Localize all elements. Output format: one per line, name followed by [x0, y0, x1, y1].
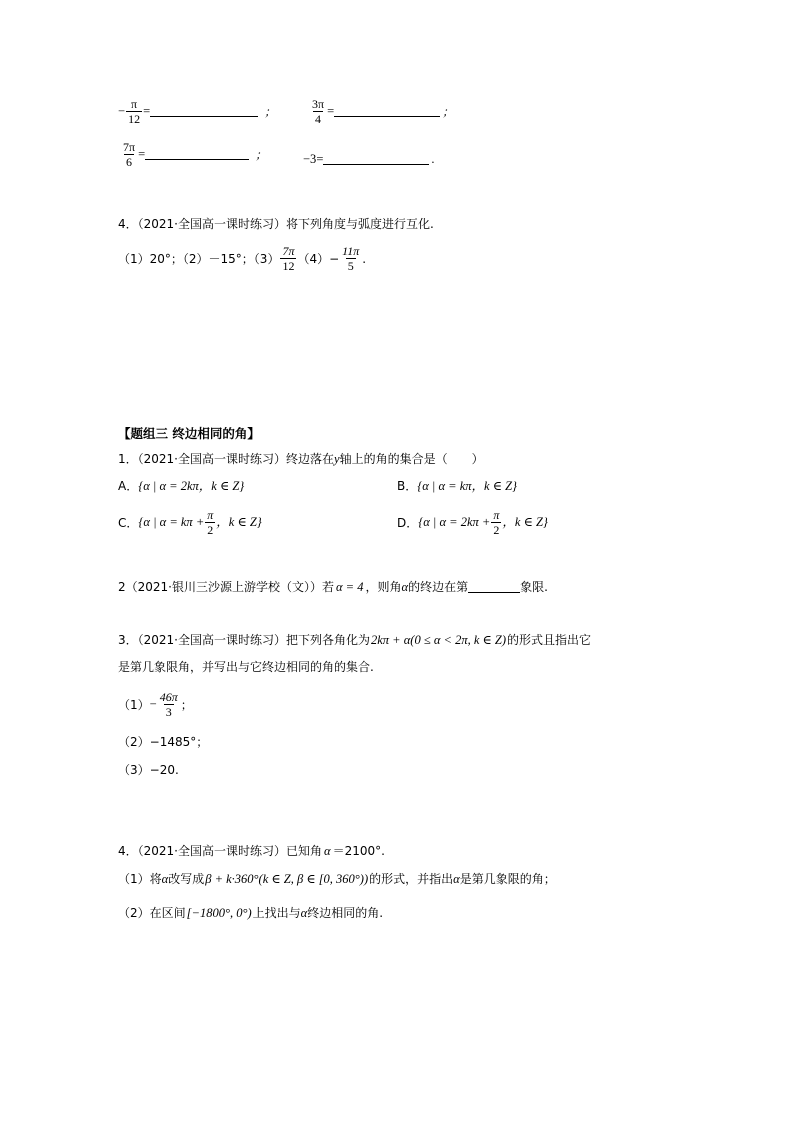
- part-1-d: 是第几象限的角；: [459, 872, 556, 887]
- group3-question-2: [118, 581, 548, 594]
- separator: .: [431, 152, 435, 166]
- option-d-pre: {α | α = 2kπ +: [418, 515, 491, 530]
- expression: −3: [303, 152, 317, 166]
- fraction: [121, 140, 137, 169]
- section-title: 【题组三 终边相同的角】: [118, 426, 260, 441]
- option-a-expression: {α | α = 2kπ，k ∈ Z}: [138, 479, 245, 493]
- answer-blank[interactable]: [334, 106, 440, 117]
- answer-blank[interactable]: [323, 154, 429, 165]
- stem-part-b: 的形式且指出它: [507, 633, 592, 648]
- var-y: y: [334, 452, 340, 466]
- stem-part-b: ＝2100°.: [332, 844, 385, 859]
- denominator: 5: [347, 259, 354, 273]
- group3-question-4-part-2: [118, 907, 383, 920]
- fraction-11pi-5: [340, 244, 361, 273]
- group3-question-1-stem: [118, 453, 484, 466]
- interval: [−1800°, 0°): [186, 906, 252, 920]
- option-c-post: ，k ∈ Z}: [216, 515, 262, 530]
- target-form: β + k·360°(k ∈ Z, β ∈ [0, 360°)): [205, 872, 369, 886]
- denominator: 12: [128, 112, 141, 126]
- denominator: 2: [207, 523, 214, 537]
- stem-part-a: 3．（2021·全国高一课时练习）把下列各角化为: [118, 633, 370, 648]
- stem-part-b: 轴上的角的集合是（ ）: [339, 452, 484, 466]
- option-d-post: ，k ∈ Z}: [502, 515, 548, 530]
- option-d[interactable]: [397, 508, 548, 537]
- fraction-46pi-3: [158, 690, 180, 719]
- answer-blank[interactable]: [150, 106, 258, 117]
- option-c[interactable]: [118, 508, 262, 537]
- denominator: 6: [126, 155, 133, 169]
- end: ；: [180, 697, 193, 712]
- denominator: 3: [165, 705, 172, 719]
- end-period: .: [362, 251, 367, 266]
- denominator: 2: [493, 523, 500, 537]
- numerator: π: [131, 97, 138, 111]
- option-a-label: A．: [118, 479, 139, 493]
- part-1-b: 改写成: [168, 872, 205, 887]
- equals-sign: =: [316, 152, 324, 166]
- part-1-a: （1）将: [118, 872, 162, 887]
- conversion-item-4: [303, 153, 435, 166]
- question-4-degree-radian: 4．（2021·全国高一课时练习）将下列角度与弧度进行互化.: [118, 217, 434, 231]
- part-1-c: 的形式，并指出: [369, 872, 454, 887]
- numerator: 3π: [312, 97, 325, 111]
- conversion-item-1: [118, 97, 276, 126]
- stem-part-d: 象限.: [520, 580, 548, 595]
- stem-part-c: 的终边在第: [408, 580, 469, 595]
- conversion-item-3: [120, 140, 267, 169]
- option-b[interactable]: [397, 480, 517, 493]
- answer-blank[interactable]: [145, 149, 249, 160]
- option-d-label: D．: [397, 515, 419, 530]
- group3-question-4-part-1: [118, 873, 556, 886]
- group3-question-3-stem-line2: 是第几象限角，并写出与它终边相同的角的集合.: [118, 660, 374, 674]
- equals-sign: =: [138, 147, 146, 162]
- separator: ；: [255, 147, 268, 162]
- group3-question-3-part-3: （3）−20.: [118, 763, 179, 777]
- separator: ；: [264, 104, 277, 119]
- stem-part-a: 2（2021·银川三沙源上游学校（文））若: [118, 580, 334, 595]
- fraction-pi-2: [491, 508, 501, 537]
- answer-blank[interactable]: [468, 582, 520, 593]
- fraction: [310, 97, 326, 126]
- option-b-label: B．: [397, 479, 418, 493]
- var-alpha: α: [453, 872, 460, 886]
- parts-1-3: （1）20°；（2）－15°；（3）: [118, 251, 280, 266]
- conversion-item-2: [309, 97, 454, 126]
- part-1-label: （1）: [118, 697, 150, 712]
- group3-question-4-stem: [118, 845, 385, 858]
- equals-sign: =: [327, 104, 335, 119]
- group3-question-3-stem: [118, 634, 591, 647]
- stem-part-a: 4．（2021·全国高一课时练习）已知角: [118, 844, 322, 859]
- var-alpha: α: [161, 872, 169, 886]
- denominator: 4: [315, 112, 322, 126]
- sign: −: [118, 104, 126, 119]
- group3-question-3-part-1: [118, 690, 193, 719]
- fraction: [126, 97, 142, 126]
- part-2-c: 终边相同的角.: [307, 906, 384, 921]
- sign: −: [149, 697, 157, 712]
- numerator: 11π: [342, 244, 360, 258]
- var-alpha: α: [300, 906, 308, 920]
- numerator: π: [207, 508, 214, 522]
- target-form: 2kπ + α(0 ≤ α < 2π, k ∈ Z): [371, 633, 507, 647]
- equals-sign: =: [143, 104, 151, 119]
- numerator: 46π: [159, 690, 178, 704]
- var-alpha: α: [401, 580, 409, 594]
- numerator: π: [493, 508, 500, 522]
- part-2-a: （2）在区间: [118, 906, 186, 921]
- numerator: 7π: [123, 140, 136, 154]
- group3-question-3-part-2: （2）−1485°；: [118, 735, 209, 749]
- stem-part-a: 1．（2021·全国高一课时练习）终边落在: [118, 452, 334, 466]
- separator: ；: [442, 104, 455, 119]
- option-c-pre: {α | α = kπ +: [138, 515, 205, 530]
- fraction-pi-2: [205, 508, 215, 537]
- option-c-label: C．: [118, 515, 139, 530]
- part-2-b: 上找出与: [252, 906, 301, 921]
- denominator: 12: [282, 259, 295, 273]
- numerator: 7π: [282, 244, 295, 258]
- option-a[interactable]: [118, 480, 244, 493]
- stem-part-b: ，则角: [365, 580, 402, 595]
- alpha-equals-4: α = 4: [336, 580, 364, 594]
- question-4-parts: [118, 244, 366, 273]
- fraction-7pi-12: [280, 244, 296, 273]
- var-alpha: α: [324, 844, 331, 858]
- option-b-expression: {α | α = kπ，k ∈ Z}: [417, 479, 518, 493]
- part-4: （4）−: [297, 251, 340, 266]
